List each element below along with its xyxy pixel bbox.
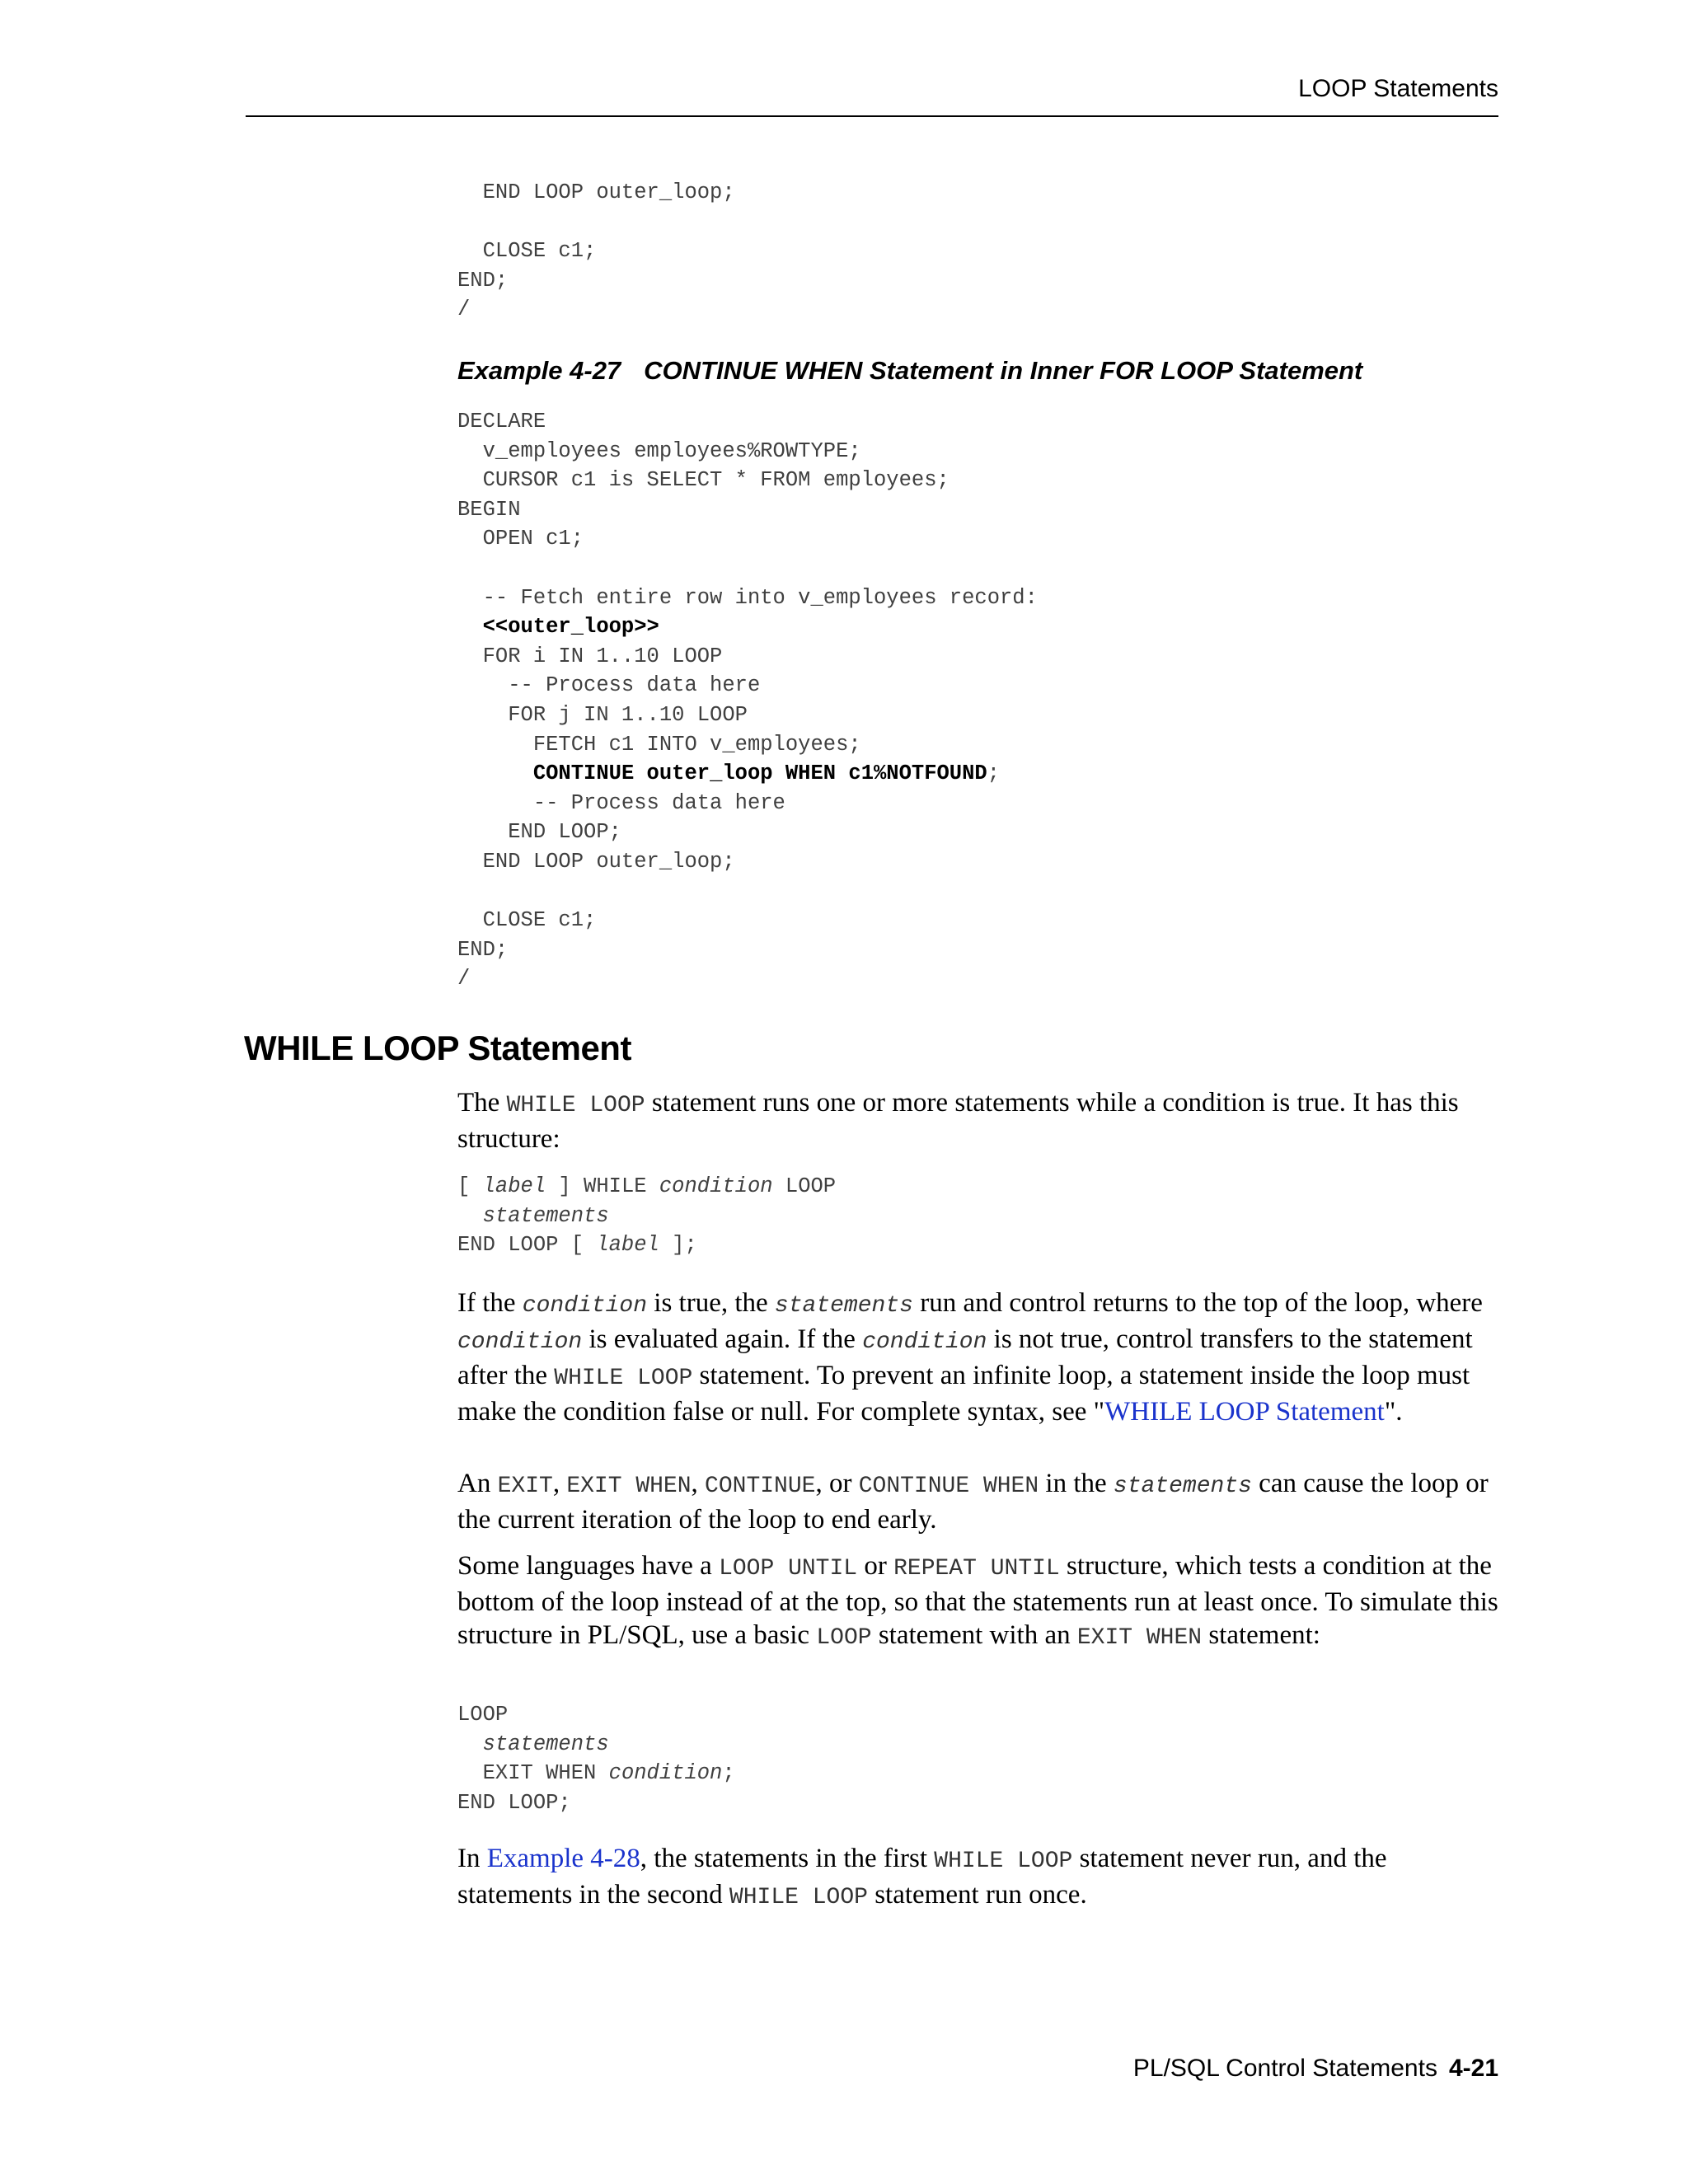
page-footer (1133, 2052, 1498, 2085)
code-block-continued (457, 178, 735, 325)
text: The (457, 1088, 507, 1118)
code-line: END; (457, 268, 509, 293)
text: , or (815, 1469, 859, 1498)
code-line: END LOOP; (457, 1790, 571, 1815)
text: ". (1384, 1397, 1403, 1427)
text: in the (1039, 1469, 1114, 1498)
code-placeholder: label (482, 1174, 546, 1198)
code-indent (457, 615, 483, 639)
code-line: FOR i IN 1..10 LOOP (457, 644, 723, 668)
inline-code: LOOP (816, 1625, 872, 1651)
text: is not true, control transfers to the statement after the (457, 1324, 1473, 1390)
example-caption (457, 354, 1362, 387)
code-line-end: ; (987, 762, 1001, 786)
text: , (552, 1469, 567, 1498)
paragraph-loop-until (457, 1549, 1508, 1655)
code-indent (457, 1732, 483, 1756)
code-line: -- Process data here (457, 673, 761, 698)
text: is evaluated again. If the (582, 1324, 863, 1354)
code-line: / (457, 298, 471, 322)
code-block-basic-loop (457, 1700, 735, 1817)
example-title: CONTINUE WHEN Statement in Inner FOR LOOP Statement (644, 356, 1363, 385)
text: In (457, 1844, 487, 1873)
code-statement-bold: CONTINUE outer_loop WHEN c1%NOTFOUND (532, 762, 987, 786)
code-line: END; (457, 937, 509, 962)
inline-code: EXIT WHEN (566, 1474, 692, 1499)
text: If the (457, 1288, 523, 1318)
code-placeholder: statements (482, 1203, 609, 1228)
code-block-example-4-27 (457, 407, 1038, 994)
paragraph-example-ref (457, 1842, 1508, 1915)
text: statement: (1202, 1620, 1320, 1650)
code-text: ; (722, 1761, 735, 1786)
inline-code: statements (1113, 1474, 1252, 1499)
code-text: [ (457, 1174, 483, 1198)
code-block-syntax (457, 1172, 836, 1260)
page-number: 4-21 (1448, 2055, 1498, 2082)
text: statement never run, and the statements in the second (457, 1844, 1387, 1910)
inline-code: condition (862, 1329, 987, 1355)
code-label-bold: <<outer_loop>> (482, 615, 659, 640)
inline-code: LOOP UNTIL (719, 1556, 858, 1582)
inline-code: CONTINUE (705, 1474, 816, 1499)
example-4-28-link[interactable]: Example 4-28 (486, 1844, 640, 1873)
inline-code: REPEAT UNTIL (893, 1556, 1060, 1582)
inline-code: statements (774, 1293, 913, 1319)
code-line: v_employees employees%ROWTYPE; (457, 438, 861, 463)
text: An (457, 1469, 498, 1498)
text: is true, the (647, 1288, 775, 1318)
inline-code: EXIT WHEN (1076, 1625, 1203, 1651)
text: , (691, 1469, 706, 1498)
text: statement. To prevent an infinite loop, a statement inside the loop must make the condition false or null. For complete syntax, see " (457, 1361, 1470, 1427)
text: or (857, 1551, 894, 1581)
text: statement run once. (867, 1880, 1087, 1910)
code-text: ]; (659, 1233, 697, 1258)
text: , the statements in the first (640, 1844, 935, 1873)
header-rule (246, 115, 1498, 117)
code-line: FOR j IN 1..10 LOOP (457, 702, 748, 727)
code-line: OPEN c1; (457, 527, 584, 551)
code-line: / (457, 967, 471, 991)
code-line: -- Fetch entire row into v_employees record: (457, 585, 1038, 610)
inline-code: EXIT (497, 1474, 553, 1499)
example-number: Example 4-27 (457, 356, 621, 385)
text: structure, which tests a condition at the bottom of the loop instead of at the top, so that the statements run at least once. To simulate this structure in PL/SQL, use a basic (457, 1551, 1498, 1650)
code-line: CURSOR c1 is SELECT * FROM employees; (457, 468, 950, 493)
code-line: END LOOP; (457, 820, 621, 845)
inline-code: condition (522, 1293, 648, 1319)
code-line: LOOP (457, 1703, 509, 1727)
code-line: END LOOP outer_loop; (457, 180, 735, 204)
code-line: CLOSE c1; (457, 239, 597, 264)
inline-code: WHILE LOOP (934, 1849, 1073, 1874)
text: can cause the loop or the current iteration of the loop to end early. (457, 1469, 1489, 1535)
inline-code: WHILE LOOP (729, 1885, 868, 1910)
inline-code: WHILE LOOP (506, 1093, 645, 1118)
code-text: ] WHILE (546, 1174, 659, 1198)
code-line: BEGIN (457, 497, 521, 522)
code-line: END LOOP outer_loop; (457, 849, 735, 874)
code-line: -- Process data here (457, 790, 785, 815)
code-line: FETCH c1 INTO v_employees; (457, 732, 861, 757)
code-text: END LOOP [ (457, 1233, 597, 1258)
inline-code: CONTINUE WHEN (858, 1474, 1039, 1499)
footer-chapter-title: PL/SQL Control Statements (1132, 2055, 1437, 2082)
code-placeholder: label (596, 1233, 659, 1258)
text: statement runs one or more statements while a condition is true. It has this structure: (457, 1088, 1459, 1154)
running-header: LOOP Statements (1298, 75, 1498, 102)
code-line: CLOSE c1; (457, 908, 597, 933)
inline-code: condition (457, 1329, 583, 1355)
paragraph-condition (457, 1286, 1508, 1428)
code-placeholder: condition (608, 1761, 723, 1786)
text: Some languages have a (457, 1551, 720, 1581)
text: statement with an (871, 1620, 1077, 1650)
code-text: EXIT WHEN (457, 1761, 609, 1786)
code-indent (457, 762, 533, 785)
inline-code: WHILE LOOP (554, 1366, 693, 1391)
while-loop-statement-link[interactable]: WHILE LOOP Statement (1104, 1397, 1385, 1427)
text: run and control returns to the top of the loop, where (912, 1288, 1483, 1318)
code-placeholder: condition (659, 1174, 773, 1198)
paragraph-intro (457, 1086, 1508, 1155)
section-heading: WHILE LOOP Statement (244, 1029, 631, 1067)
code-placeholder: statements (482, 1732, 609, 1756)
code-line: DECLARE (457, 410, 546, 434)
code-indent (457, 1204, 483, 1228)
paragraph-exit (457, 1467, 1508, 1536)
code-text: LOOP (772, 1174, 837, 1198)
